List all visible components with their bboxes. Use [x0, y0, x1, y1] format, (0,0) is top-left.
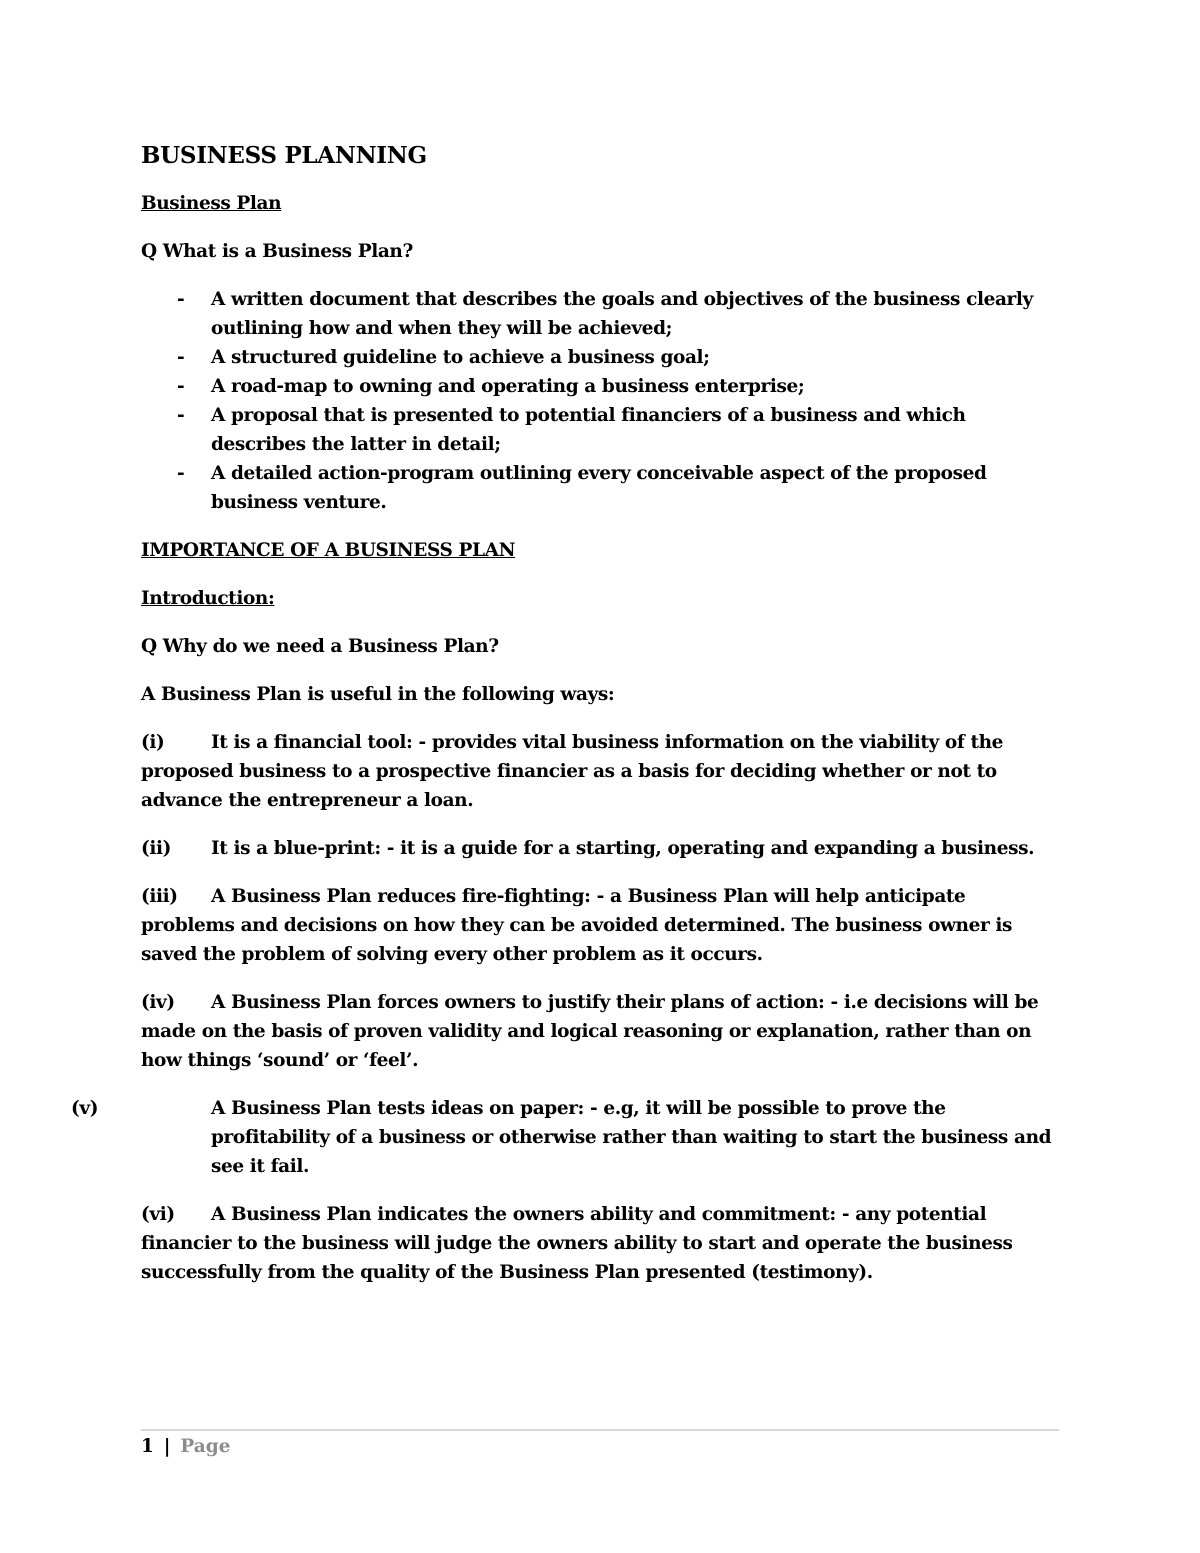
bullet-dash: - [177, 376, 185, 397]
point-body: - it is a guide for a starting, operating and expanding a business. [380, 838, 1035, 859]
list-item [141, 285, 1061, 343]
definition-list [141, 285, 1061, 517]
list-item-text: A written document that describes the goals and objectives of the business clearly outlining how and when they will be achieved; [211, 289, 1033, 339]
point-heading: It is a financial tool: [211, 732, 413, 753]
bullet-dash: - [177, 347, 185, 368]
list-item-text: A structured guideline to achieve a business goal; [211, 347, 710, 368]
point-item [71, 1094, 1061, 1181]
point-body: - e.g, it will be possible to prove the profitability of a business or otherwise rather than waiting to start the business and see it fail. [211, 1098, 1052, 1177]
point-body: - any potential financier to the business will judge the owners ability to start and operate the business successfully from the quality of the Business Plan presented (testimony). [141, 1204, 1013, 1283]
point-number: (ii) [141, 838, 171, 859]
point-body: - a Business Plan will help anticipate problems and decisions on how they can be avoided determined. The business owner is saved the problem of solving every other problem as it occurs. [141, 886, 1012, 965]
question-what-is-business-plan: Q What is a Business Plan? [141, 241, 413, 262]
point-heading: It is a blue-print: [211, 838, 381, 859]
page-separator: | [163, 1436, 171, 1457]
list-item-text: A road-map to owning and operating a business enterprise; [211, 376, 805, 397]
point-heading: A Business Plan reduces fire-fighting: [211, 886, 591, 907]
footer-rule [141, 1429, 1059, 1431]
list-item [141, 372, 1061, 401]
point-number: (vi) [141, 1204, 175, 1225]
page-label: Page [180, 1436, 231, 1457]
point-heading: A Business Plan tests ideas on paper: [211, 1098, 584, 1119]
bullet-dash: - [177, 289, 185, 310]
introduction-heading: Introduction: [141, 588, 275, 609]
point-item [141, 728, 1061, 815]
point-body: - provides vital business information on the viability of the proposed business to a prospective financier as a basis for deciding whether or not to advance the entrepreneur a loan. [141, 732, 1004, 811]
point-heading: A Business Plan forces owners to justify their plans of action: [211, 992, 825, 1013]
page-number: 1 [141, 1436, 154, 1457]
point-heading: A Business Plan indicates the owners ability and commitment: [211, 1204, 836, 1225]
point-number: (iv) [141, 992, 175, 1013]
point-number: (iii) [141, 886, 178, 907]
bullet-dash: - [177, 463, 185, 484]
point-item [141, 834, 1061, 863]
point-item [141, 1200, 1061, 1287]
point-number: (i) [141, 732, 165, 753]
point-number: (v) [71, 1098, 99, 1119]
question-why-need-business-plan: Q Why do we need a Business Plan? [141, 636, 499, 657]
list-item-text: A detailed action-program outlining every conceivable aspect of the proposed business venture. [211, 463, 987, 513]
list-item [141, 459, 1061, 517]
point-body: - i.e decisions will be made on the basis of proven validity and logical reasoning or explanation, rather than on how things ‘sound’ or ‘feel’. [141, 992, 1039, 1071]
list-item [141, 401, 1061, 459]
point-item [141, 988, 1061, 1075]
document-body [71, 140, 1061, 1306]
section-heading-importance: IMPORTANCE OF A BUSINESS PLAN [141, 540, 516, 561]
point-item [141, 882, 1061, 969]
page-footer [141, 1432, 231, 1461]
bullet-dash: - [177, 405, 185, 426]
list-item [141, 343, 1061, 372]
list-item-text: A proposal that is presented to potential financiers of a business and which describes the latter in detail; [211, 405, 966, 455]
useful-intro-text: A Business Plan is useful in the following ways: [141, 684, 615, 705]
section-heading-business-plan: Business Plan [141, 193, 282, 214]
document-title: BUSINESS PLANNING [141, 142, 427, 169]
